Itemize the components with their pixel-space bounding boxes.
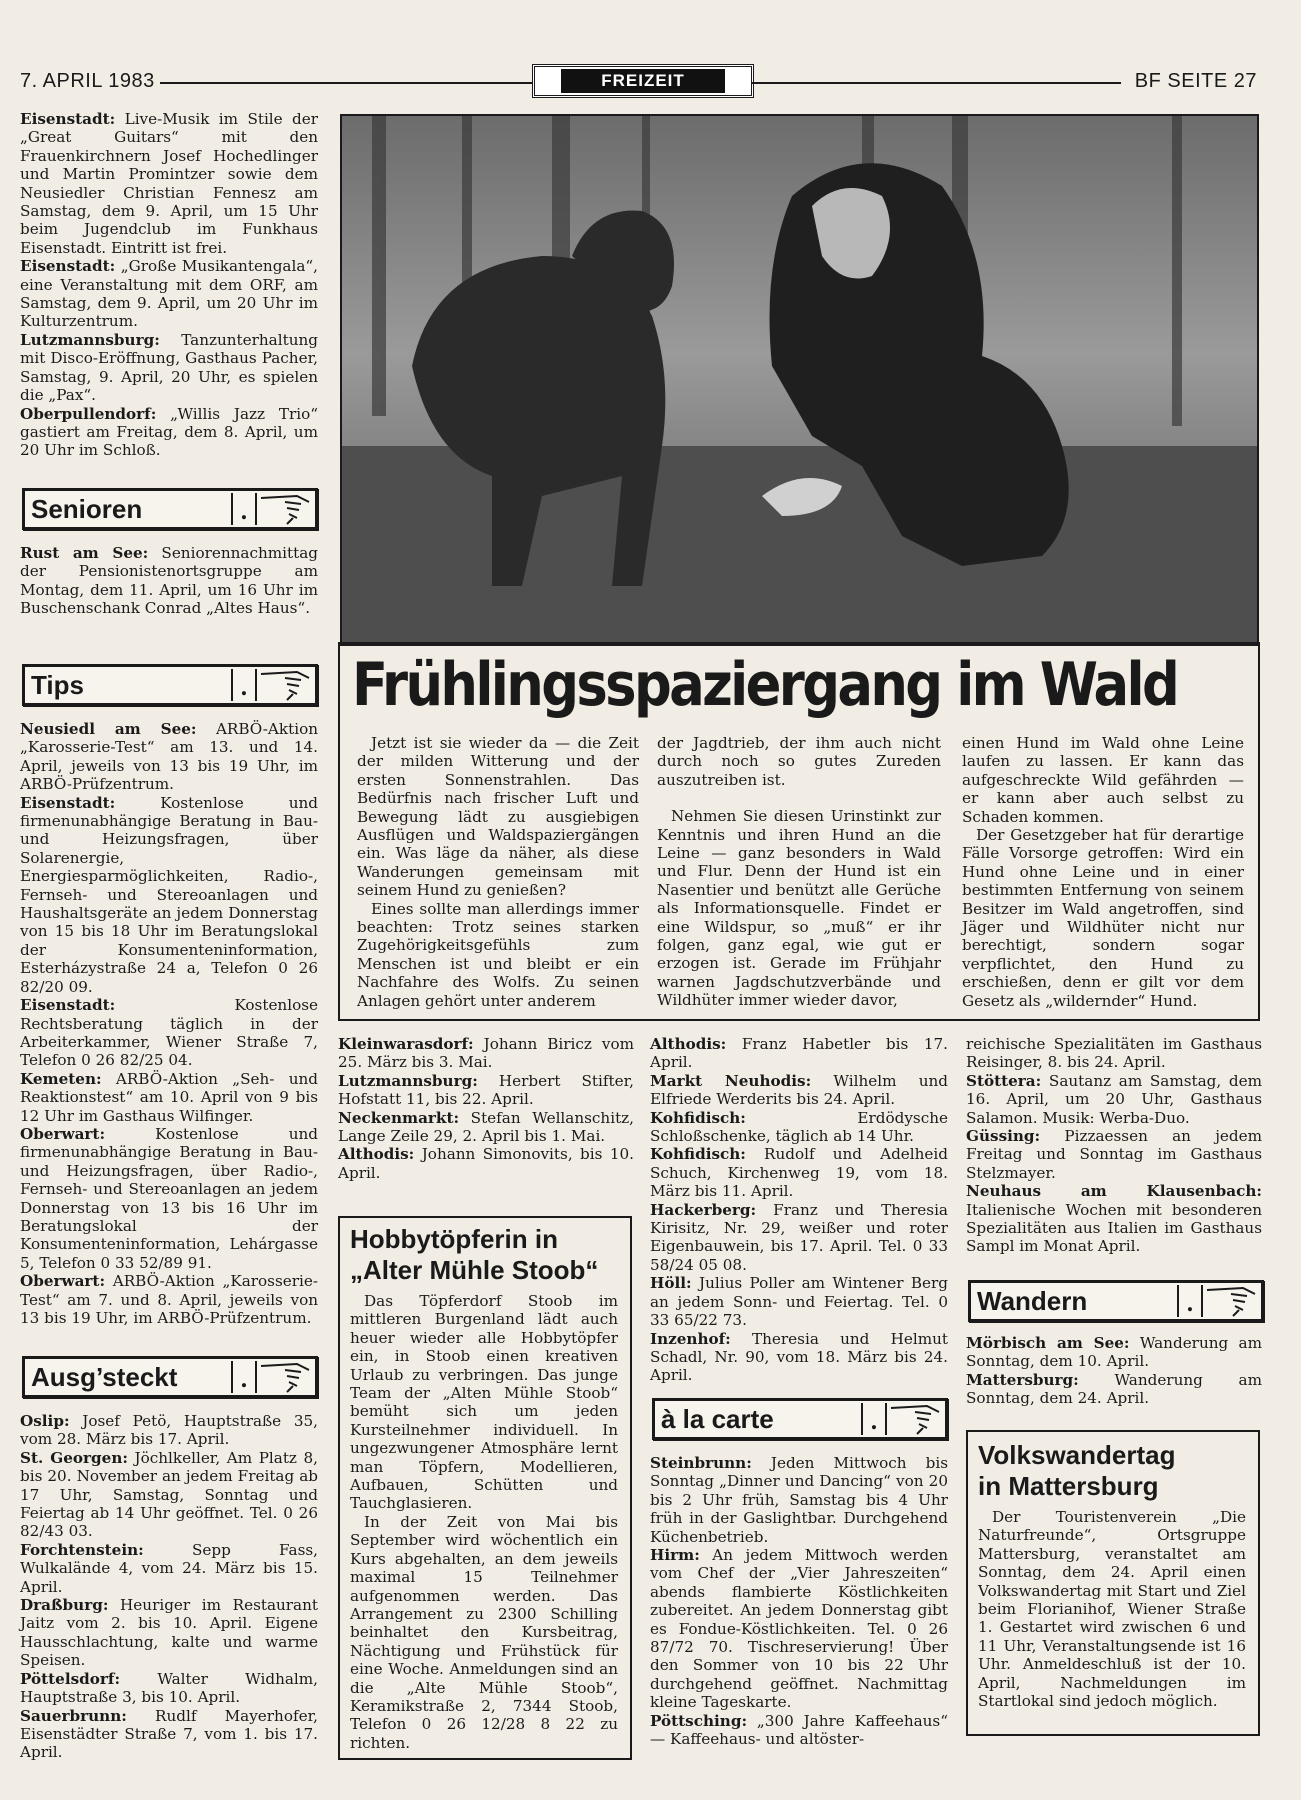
wandern-heading: Wandern [977,1285,1088,1316]
listing-item: Inzenhof: Theresia und Helmut Schadl, Nr. 90, vom 18. März bis 24. April. [650,1329,948,1385]
listing-item: Steinbrunn: Jeden Mittwoch bis Sonntag „Dinner und Dancing“ von 20 bis 2 Uhr früh, Samstag bis 4 Uhr früh in der Gaslightbar. Durchgehend Küchenbetrieb. [650,1454,948,1546]
senioren-heading-box [22,488,318,530]
listing-item: Neuhaus am Klausenbach: Italienische Wochen mit besonderen Spezialitäten aus Italien im Gasthaus Sampl im Monat April. [966,1182,1262,1256]
listing-item: Kemeten: ARBÖ-Aktion „Seh- und Reaktionstest“ am 10. April von 9 bis 12 Uhr im Gasthaus Wilfinger. [20,1069,318,1125]
alacarte-listings [650,1454,948,1749]
feature-headline: Frühlingsspaziergang im Wald [352,650,1178,720]
header-rule-left [160,82,532,84]
issue-date: 7. APRIL 1983 [20,70,155,92]
feature-column-3 [962,734,1244,1010]
listing-item: Kleinwarasdorf: Johann Biricz vom 25. März bis 3. Mai. [338,1035,634,1072]
feature-column-2 [657,734,941,1010]
paragraph: der Jagdtrieb, der ihm auch nicht durch noch so gutes Zureden auszutreiben ist. [657,734,941,789]
listing-item: Eisenstadt: Live-Musik im Stile der „Great Guitars“ mit den Frauenkirchnern Josef Hochedlinger und Martin Promintzer sowie dem Neusiedler Christian Fennesz am Samstag, dem 9. April, um 15 Uhr beim Jugendclub im Funkhaus Eisenstadt. Eintritt ist frei. [20,110,318,257]
photo-woman-with-dog [340,114,1259,646]
listing-item: Hackerberg: Franz und Theresia Kirisitz, Nr. 29, weißer und roter Eigenbauwein, bis 17. April. Tel. 0 33 58/24 05 08. [650,1200,948,1274]
paragraph: einen Hund im Wald ohne Leine laufen zu lassen. Er kann das aufgeschreckte Wild gefährden — er kann aber auch selbst zu Schaden kommen. [962,734,1244,826]
dot-marker: . [231,669,257,701]
senioren-heading: Senioren [31,493,143,524]
listing-item: Stöttera: Sautanz am Samstag, dem 16. April, um 20 Uhr, Gasthaus Salamon. Musik: Werba-Duo. [966,1071,1262,1127]
paragraph: Eines sollte man allerdings immer beachten: Trotz seines starken Zugehörigkeitsgefühls zum Menschen ist und bleibt er ein Nachfahre des Wolfs. Zu seinen Anlagen gehört unter anderem [357,899,639,1010]
ausgsteckt-listings [20,1412,318,1762]
paragraph: Nehmen Sie diesen Urinstinkt zur Kenntnis und ihren Hund an die Leine — ganz besonders in Wald und Flur. Denn der Hund ist ein Nasentier und benützt alle Gerüche als Informationsquelle. Findet er eine Wildspur, so „muß“ er ihr folgen, ganz egal, wie gut er erzogen ist. Gerade im Frühjahr warnen Jagdschutzverbände und Wildhüter immer wieder davor, [657,807,941,1010]
listing-item: Oberwart: Kostenlose und firmenunabhängige Beratung in Bau- und Heizungsfragen, über Radio-, Fernseh- und Stereoanlagen an jedem Donnerstag von 13 bis 16 Uhr im Beratungslokal der Konsumenteninformation, Lehárgasse 5, Telefon 0 33 52/89 91. [20,1124,318,1272]
dot-marker: . [231,1361,257,1393]
column4-listings [966,1035,1262,1256]
page-number: BF SEITE 27 [1134,70,1257,92]
listing-item: Rust am See: Seniorennachmittag der Pensionistenortsgruppe am Montag, dem 11. April, um 16 Uhr im Buschenschank Conrad „Altes Haus“. [20,544,318,618]
listing-item: Forchtenstein: Sepp Fass, Wulkalände 4, vom 24. März bis 15. April. [20,1540,318,1596]
listing-item: Sauerbrunn: Rudlf Mayerhofer, Eisenstädter Straße 7, vom 1. bis 17. April. [20,1706,318,1762]
listing-item: Mattersburg: Wanderung am Sonntag, dem 24. April. [966,1370,1262,1408]
listing-item: Kohfidisch: Rudolf und Adelheid Schuch, Kirchenweg 19, vom 18. März bis 11. April. [650,1145,948,1201]
listing-item: Güssing: Pizzaessen an jedem Freitag und Sonntag im Gasthaus Stelzmayer. [966,1127,1262,1182]
listing-item: Mörbisch am See: Wanderung am Sonntag, dem 10. April. [966,1334,1262,1371]
paragraph: Jetzt ist sie wieder da — die Zeit der milden Witterung und der ersten Sonnenstrahlen. Das Bedürfnis nach frischer Luft und Bewegung lädt zu ausgiebigen Ausflügen und Waldspaziergängen ein. Was läge da näher, als diese Wanderungen gemeinsam mit seinem Hund zu genießen? [357,734,639,900]
alacarte-heading: à la carte [661,1403,774,1434]
listing-item: Oberwart: ARBÖ-Aktion „Karosserie-Test“ am 7. und 8. April, jeweils von 13 bis 19 Uhr, im ARBÖ-Prüfzentrum. [20,1272,318,1327]
paragraph: Das Töpferdorf Stoob im mittleren Burgenland lädt auch heuer wieder alle Hobbytöpfer ein, in Stoob einen kreativen Urlaub zu verbringen. Das junge Team der „Alten Mühle Stoob“ bemüht sich um jeden Kursteilnehmer individuell. In ungezwungener Atmosphäre lernt man Töpfern, Modellieren, Aufbauen, Schütten und Tauchglasieren. [350,1292,618,1513]
listing-item: Eisenstadt: „Große Musikantengala“, eine Veranstaltung mit dem ORF, am Samstag, dem 9. April, um 20 Uhr im Kulturzentrum. [20,257,318,331]
listing-item: Oslip: Josef Petö, Hauptstraße 35, vom 28. März bis 17. April. [20,1412,318,1449]
wandern-heading-box [968,1280,1264,1322]
paragraph: Der Touristenverein „Die Naturfreunde“, Ortsgruppe Mattersburg, veranstaltet am Sonntag, dem 24. April einen Volkswandertag mit Start und Ziel beim Florianihof, Wiener Straße 1. Gestartet wird zwischen 6 und 11 Uhr, Veranstaltungsende ist 16 Uhr. Anmeldeschluß ist der 10. April, Nachmeldungen im Startlokal sind jedoch möglich. [978,1508,1246,1711]
paragraph: Der Gesetzgeber hat für derartige Fälle Vorsorge getroffen: Wird ein Hund ohne Leine und in einer bestimmten Entfernung von seinem Besitzer im Wald angetroffen, sind Jäger und Wildhüter nicht nur berechtigt, sondern sogar verpflichtet, den Hund zu erschießen, denn er gilt vor dem Gesetz als „wildernder“ Hund. [962,826,1244,1010]
senioren-listings [20,544,318,618]
pointing-hand-icon [257,1360,315,1394]
listing-item: reichische Spezialitäten im Gasthaus Reisinger, 8. bis 24. April. [966,1035,1262,1072]
listing-item: Höll: Julius Poller am Wintener Berg an jedem Sonn- und Feiertag. Tel. 0 33 65/22 73. [650,1274,948,1330]
column3-listings [650,1035,948,1385]
listing-item: Pöttsching: „300 Jahre Kaffeehaus“ — Kaffeehaus- und altöster- [650,1711,948,1749]
listing-item: Eisenstadt: Kostenlose und firmenunabhängige Beratung in Bau- und Heizungsfragen, über Solarenergie, Energiesparmöglichkeiten, Radio-, Fernseh- und Stereoanlagen und Haushaltsgeräte an jedem Donnerstag von 15 bis 18 Uhr im Beratungslokal der Konsumenteninformation, Esterházystraße 24 a, Telefon 0 26 82/20 09. [20,793,318,996]
listing-item: Neusiedl am See: ARBÖ-Aktion „Karosserie-Test“ am 13. und 14. April, jeweils von 13 bis 19 Uhr, im ARBÖ-Prüfzentrum. [20,720,318,794]
listing-item: Althodis: Franz Habetler bis 17. April. [650,1035,948,1072]
dot-marker: . [861,1403,887,1435]
paragraph: In der Zeit von Mai bis September wird wöchentlich ein Kurs abgehalten, an dem jeweils maximal 15 Teilnehmer aufgenommen werden. Das Arrangement zu 2300 Schilling beinhaltet den Kursbeitrag, Nächtigung und Frühstück für eine Woche. Anmeldungen sind an die „Alte Mühle Stoob“, Keramikstraße 2, 7344 Stoob, Telefon 0 26 12/28 8 22 zu richten. [350,1512,618,1752]
alacarte-heading-box [652,1398,948,1440]
ausgsteckt-heading-box [22,1356,318,1398]
listing-item: Lutzmannsburg: Tanzunterhaltung mit Disco-Eröffnung, Gasthaus Pacher, Samstag, 9. April, 20 Uhr, es spielen die „Pax“. [20,330,318,405]
listing-item: Markt Neuhodis: Wilhelm und Elfriede Werderits bis 24. April. [650,1071,948,1109]
section-label: FREIZEIT [561,69,725,93]
volkswandertag-headline: Volkswandertag in Mattersburg [978,1440,1176,1501]
column1-top-listings [20,110,318,460]
ausgsteckt-heading: Ausg’steckt [31,1361,178,1392]
dot-marker: . [231,493,257,525]
pointing-hand-icon [257,668,315,702]
dot-marker: . [1177,1285,1203,1317]
tips-heading-box [22,664,318,706]
listing-item: Pöttelsdorf: Walter Widhalm, Hauptstraße 3, bis 10. April. [20,1669,318,1707]
listing-item: Hirm: An jedem Mittwoch werden vom Chef der „Vier Jahreszeiten“ abends flambierte Köstlichkeiten zubereitet. An jedem Donnerstag gibt es Fondue-Köstlichkeiten. Tel. 0 26 87/72 70. Tischreservierung! Über den Sommer von 10 bis 22 Uhr durchgehend geöffnet. Nachmittag kleine Tageskarte. [650,1546,948,1712]
tips-heading: Tips [31,669,84,700]
hobby-article-text [350,1292,618,1752]
wandern-listings [966,1334,1262,1408]
listing-item: Draßburg: Heuriger im Restaurant Jaitz vom 2. bis 10. April. Eigene Hausschlachtung, kalte und warme Speisen. [20,1596,318,1670]
listing-item: Oberpullendorf: „Willis Jazz Trio“ gastiert am Freitag, dem 8. April, um 20 Uhr im Schloß. [20,404,318,460]
volkswandertag-article-text [978,1508,1246,1710]
tips-listings [20,720,318,1327]
feature-column-1 [357,734,639,1010]
listing-item: Lutzmannsburg: Herbert Stifter, Hofstatt 11, bis 22. April. [338,1071,634,1109]
header-rule-right [751,82,1121,84]
listing-item: Althodis: Johann Simonovits, bis 10. April. [338,1145,634,1182]
pointing-hand-icon [1203,1284,1261,1318]
pointing-hand-icon [887,1402,945,1436]
column2-listings [338,1035,634,1182]
listing-item: St. Georgen: Jöchlkeller, Am Platz 8, bis 20. November an jedem Freitag ab 17 Uhr, Samstag, Sonntag und Feiertag ab 14 Uhr geöffnet. Tel. 0 26 82/43 03. [20,1448,318,1541]
section-label-box [532,64,754,98]
listing-item: Eisenstadt: Kostenlose Rechtsberatung täglich in der Arbeiterkammer, Wiener Straße 7, Telefon 0 26 82/25 04. [20,996,318,1070]
listing-item: Neckenmarkt: Stefan Wellanschitz, Lange Zeile 29, 2. April bis 1. Mai. [338,1108,634,1146]
listing-item: Kohfidisch: Erdödysche Schloßschenke, täglich ab 14 Uhr. [650,1108,948,1146]
pointing-hand-icon [257,492,315,526]
hobby-headline: Hobbytöpferin in „Alter Mühle Stoob“ [350,1224,599,1285]
